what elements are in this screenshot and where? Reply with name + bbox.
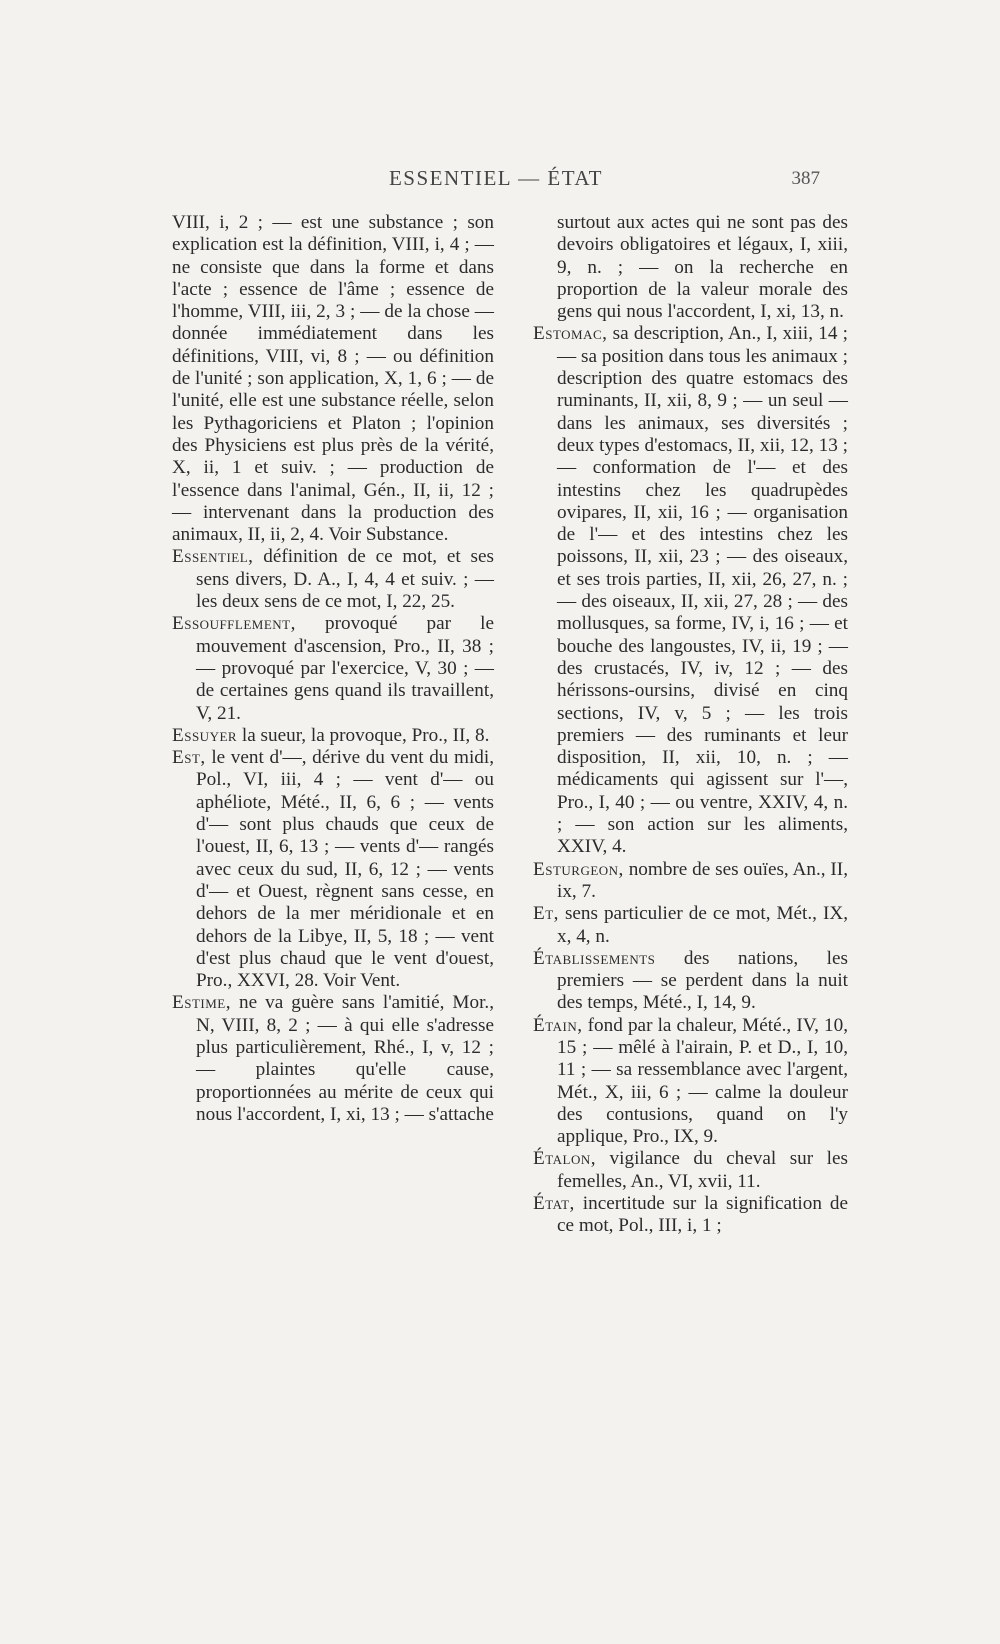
entry-head: Estime, xyxy=(172,992,232,1014)
index-entry-est xyxy=(172,747,494,992)
continued-entry-estime: surtout aux actes qui ne sont pas des devoirs obligatoires et légaux, I, xiii, 9, n. ; — on la recherche en proportion de la valeur morale des gens qui nous l'accordent, I, xi, 13, n. xyxy=(557,212,848,323)
entry-head: État, xyxy=(533,1193,575,1215)
entry-text: nombre de ses ouïes, An., II, ix, 7. xyxy=(557,858,848,902)
index-entry-essuyer xyxy=(172,725,494,747)
entry-text: ne va guère sans l'amitié, Mor., N, VIII, 8, 2 ; — à qui elle s'adresse plus particulièrement, Rhé., I, v, 12 ; — plaintes qu'elle cause, proportionnées au mérite de ceux qui nous l'accordent, I, xi, 13 ; — s'attache xyxy=(196,992,494,1125)
entry-text: le vent d'—, dérive du vent du midi, Pol., VI, iii, 4 ; — vent d'— ou aphéliote, Mété., II, 6, 6 ; — vents d'— sont plus chauds que ceux de l'ouest, II, 6, 13 ; — vents d'— rangés avec ceux du sud, II, 6, 12 ; — vents d'— et Ouest, règnent sans cesse, en dehors de la mer méridionale et en dehors de la Libye, II, 5, 18 ; — vent d'est plus chaud que le vent d'ouest, Pro., XXVI, 28. Voir Vent. xyxy=(196,747,494,992)
index-entry-etat xyxy=(533,1193,848,1238)
entry-text: la sueur, la provoque, Pro., II, 8. xyxy=(237,724,490,746)
left-column xyxy=(172,212,494,1126)
entry-text: sens particulier de ce mot, Mét., IX, x, 4, n. xyxy=(557,903,848,947)
page-header xyxy=(176,166,820,196)
entry-head: Essoufflement, xyxy=(172,613,296,635)
page-number: 387 xyxy=(791,168,820,189)
entry-head: Est, xyxy=(172,747,206,769)
right-column xyxy=(533,212,848,1238)
running-head: ESSENTIEL — ÉTAT xyxy=(388,166,603,190)
index-entry-essentiel xyxy=(172,546,494,613)
entry-text: incertitude sur la signification de ce mot, Pol., III, i, 1 ; xyxy=(557,1193,848,1237)
index-entry-essoufflement xyxy=(172,613,494,724)
entry-text: fond par la chaleur, Mété., IV, 10, 15 ; — mêlé à l'airain, P. et D., I, 10, 11 ; — sa ressemblance avec l'argent, Mét., X, iii, 6 ; — calme la douleur des contusions, quand on l'y applique, Pro., IX, 9. xyxy=(557,1014,848,1148)
continued-entry-essence: VIII, i, 2 ; — est une substance ; son explication est la définition, VIII, i, 4 ; — ne consiste que dans la forme et dans l'acte ; essence de l'âme ; essence de l'homme, VIII, iii, 2, 3 ; — de la chose — donnée immédiatement dans les définitions, VIII, vi, 8 ; — ou définition de l'unité ; son application, X, 1, 6 ; — de l'unité, elle est une substance réelle, selon les Pythagoriciens et Platon ; l'opinion des Physiciens est plus près de la vérité, X, ii, 1 et suiv. ; — production de l'essence dans l'animal, Gén., II, ii, 12 ; — intervenant dans la production des animaux, II, ii, 2, 4. Voir Substance. xyxy=(172,212,494,546)
entry-text: vigilance du cheval sur les femelles, An., VI, xvii, 11. xyxy=(557,1148,848,1192)
entry-head: Essentiel, xyxy=(172,546,254,568)
entry-text: définition de ce mot, et ses sens divers, D. A., I, 4, 4 et suiv. ; — les deux sens de ce mot, I, 22, 25. xyxy=(196,546,494,613)
entry-text: provoqué par le mouvement d'ascension, Pro., II, 38 ; — provoqué par l'exercice, V, 30 ; — de certaines gens quand ils travaillent, V, 21. xyxy=(196,613,494,724)
index-entry-et xyxy=(533,903,848,948)
index-entry-etalon xyxy=(533,1148,848,1193)
entry-text: des nations, les premiers — se perdent dans la nuit des temps, Mété., I, 14, 9. xyxy=(557,947,848,1014)
entry-head: Établissements xyxy=(533,947,656,969)
index-entry-etain xyxy=(533,1015,848,1149)
index-entry-esturgeon xyxy=(533,859,848,904)
index-entry-estime xyxy=(172,992,494,1126)
index-entry-etablissements xyxy=(533,948,848,1015)
entry-text: sa description, An., I, xiii, 14 ; — sa position dans tous les animaux ; description des quatre estomacs des ruminants, II, xii, 8, 9 ; — un seul — dans les animaux, ses diversités ; deux types d'estomacs, II, xii, 12, 13 ; — conformation de l'— et des intestins chez les quadrupèdes ovipares, II, xii, 16 ; — organisation de l'— et des intestins chez les poissons, II, xii, 23 ; — des oiseaux, et ses trois parties, II, xii, 26, 27, n. ; — des oiseaux, II, xii, 27, 28 ; — des mollusques, sa forme, IV, i, 16 ; — et bouche des langoustes, IV, ii, 19 ; — des crustacés, IV, iv, 12 ; — des hérissons-oursins, divisé en cinq sections, IV, v, 5 ; — les trois premiers — des ruminants et leur disposition, II, xii, 10, n. ; — médicaments qui agissent sur l'—, Pro., I, 40 ; — ou ventre, XXIV, 4, n. ; — son action sur les aliments, XXIV, 4. xyxy=(557,323,848,858)
entry-head: Étain, xyxy=(533,1014,583,1036)
entry-head: Et, xyxy=(533,903,559,925)
entry-head: Essuyer xyxy=(172,724,238,746)
entry-head: Étalon, xyxy=(533,1148,597,1170)
index-entry-estomac xyxy=(533,323,848,858)
entry-head: Estomac, xyxy=(533,323,608,345)
entry-head: Esturgeon, xyxy=(533,858,624,880)
